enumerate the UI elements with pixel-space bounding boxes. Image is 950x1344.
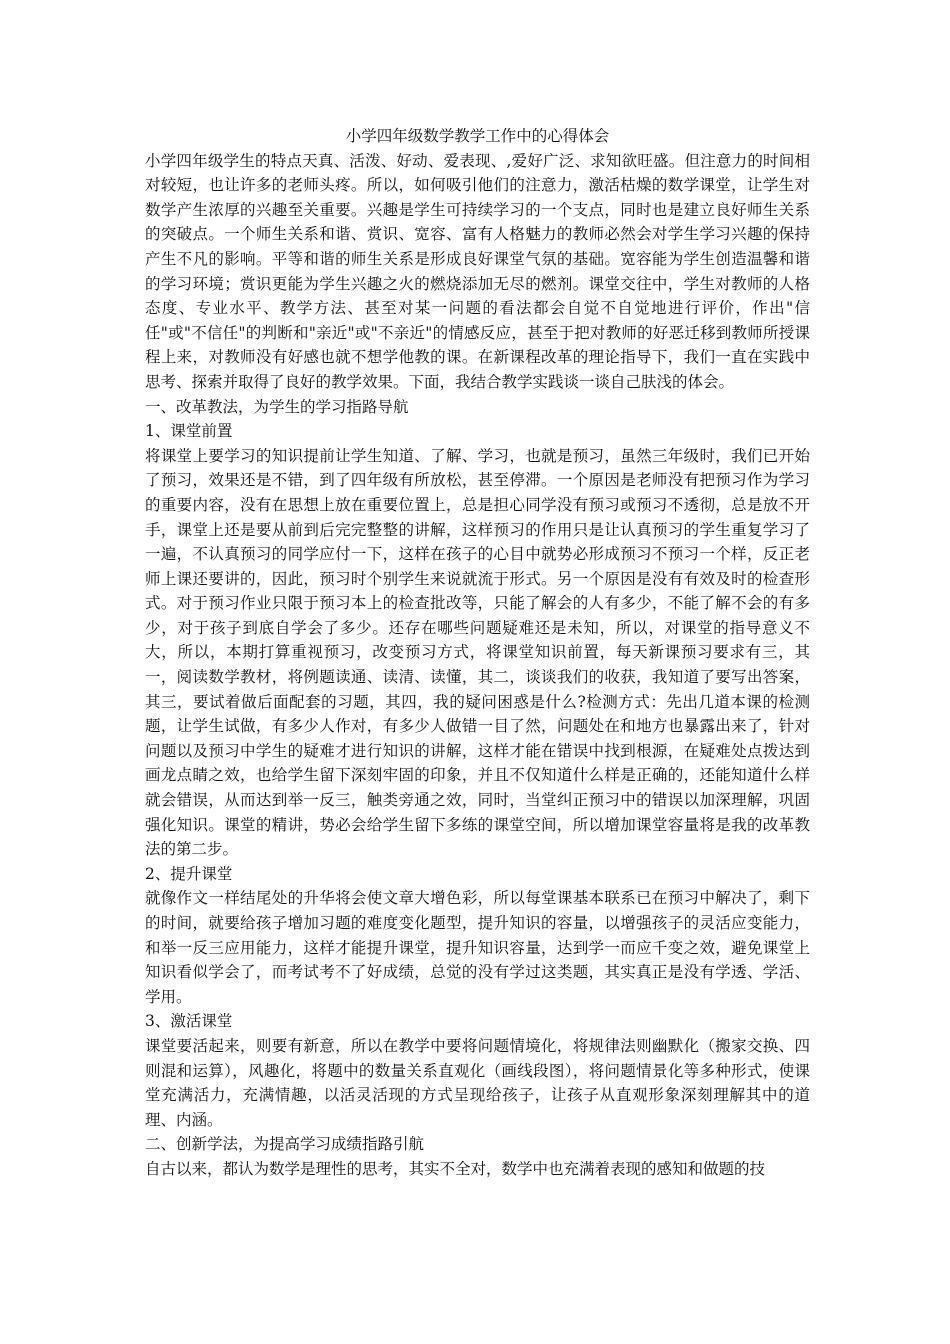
section-2-heading: 二、创新学法，为提高学习成绩指路引航	[145, 1135, 425, 1154]
subsection-2-heading: 2、提升课堂	[145, 864, 233, 883]
intro-paragraph: 小学四年级学生的特点天真、活泼、好动、爱表现、,爱好广泛、求知欲旺盛。但注意力的时间相对较短，也让许多的老师头疼。所以，如何吸引他们的注意力，激活枯燥的数学课堂，让学生对数学产生浓厚的兴趣至关重要。兴趣是学生可持续学习的一个支点，同时也是建立良好师生关系的突破点。一个师生关系和谐、赏识、宽容、富有人格魅力的教师必然会对学生学习兴趣的保持产生不凡的影响。平等和谐的师生关系是形成良好课堂气氛的基础。宽容能为学生创造温馨和谐的学习环境；赏识更能为学生兴趣之火的燃烧添加无尽的燃剂。课堂交往中，学生对教师的人格态度、专业水平、教学方法、甚至对某一问题的看法都会自觉不自觉地进行评价，作出"信任"或"不信任"的判断和"亲近"或"不亲近"的情感反应，甚至于把对教师的好恶迁移到教师所授课程上来，对教师没有好感也就不想学他教的课。在新课程改革的理论指导下，我们一直在实践中思考、探索并取得了良好的教学效果。下面，我结合教学实践谈一谈自己肤浅的体会。	[145, 151, 810, 391]
subsection-1-paragraph: 将课堂上要学习的知识提前让学生知道、了解、学习，也就是预习，虽然三年级时，我们已开始了预习，效果还是不错，到了四年级有所放松，甚至停滞。一个原因是老师没有把预习作为学习的重要内容，没有在思想上放在重要位置上，总是担心同学没有预习或预习不透彻，总是放不开手，课堂上还是要从前到后完完整整的讲解，这样预习的作用只是让认真预习的学生重复学习了一遍，不认真预习的同学应付一下，这样在孩子的心目中就势必形成预习不预习一个样，反正老师上课还要讲的，因此，预习时个别学生来说就流于形式。另一个原因是没有有效及时的检查形式。对于预习作业只限于预习本上的检查批改等，只能了解会的人有多少，不能了解不会的有多少，对于孩子到底自学会了多少。还存在哪些问题疑难还是未知，所以，对课堂的指导意义不大，所以，本期打算重视预习，改变预习方式，将课堂知识前置，每天新课预习要求有三，其一，阅读数学教材，将例题读通、读清、读懂，其二，谈谈我们的收获，我知道了要写出答案，其三，要试着做后面配套的习题，其四，我的疑问困惑是什么?检测方式：先出几道本课的检测题，让学生试做，有多少人作对，有多少人做错一目了然，问题处在和地方也暴露出来了，针对问题以及预习中学生的疑难才进行知识的讲解，这样才能在错误中找到根源，在疑难处点拨达到画龙点睛之效，也给学生留下深刻牢固的印象，并且不仅知道什么样是正确的，还能知道什么样就会错误，从而达到举一反三，触类旁通之效，同时，当堂纠正预习中的错误以加深理解，巩固强化知识。课堂的精讲，势必会给学生留下多练的课堂空间，所以增加课堂容量将是我的改革教法的第二步。	[145, 446, 810, 859]
subsection-1-heading: 1、课堂前置	[145, 422, 233, 441]
document-page	[145, 124, 810, 1182]
document-title: 小学四年级数学教学工作中的心得体会	[345, 127, 610, 145]
section-1-heading: 一、改革教法，为学生的学习指路导航	[145, 397, 409, 416]
subsection-2-paragraph: 就像作文一样结尾处的升华将会使文章大增色彩，所以每堂课基本联系已在预习中解决了，剩下的时间，就要给孩子增加习题的难度变化题型，提升知识的容量，以增强孩子的灵活应变能力，和举一反三应用能力，这样才能提升课堂，提升知识容量，达到学一而应千变之效，避免课堂上知识看似学会了，而考试考不了好成绩，总觉的没有学过这类题，其实真正是没有学透、学活、学用。	[145, 889, 810, 1006]
subsection-3-heading: 3、激活课堂	[145, 1012, 233, 1031]
section-2-paragraph: 自古以来，都认为数学是理性的思考，其实不全对，数学中也充满着表现的感知和做题的技	[145, 1159, 766, 1178]
subsection-3-paragraph: 课堂要活起来，则要有新意，所以在教学中要将问题情境化，将规律法则幽默化（搬家交换、四则混和运算），风趣化，将题中的数量关系直观化（画线段图），将问题情景化等多种形式，使课堂充满活力，充满情趣，以活灵活现的方式呈现给孩子，让孩子从直观形象深刻理解其中的道理、内涵。	[145, 1036, 810, 1129]
